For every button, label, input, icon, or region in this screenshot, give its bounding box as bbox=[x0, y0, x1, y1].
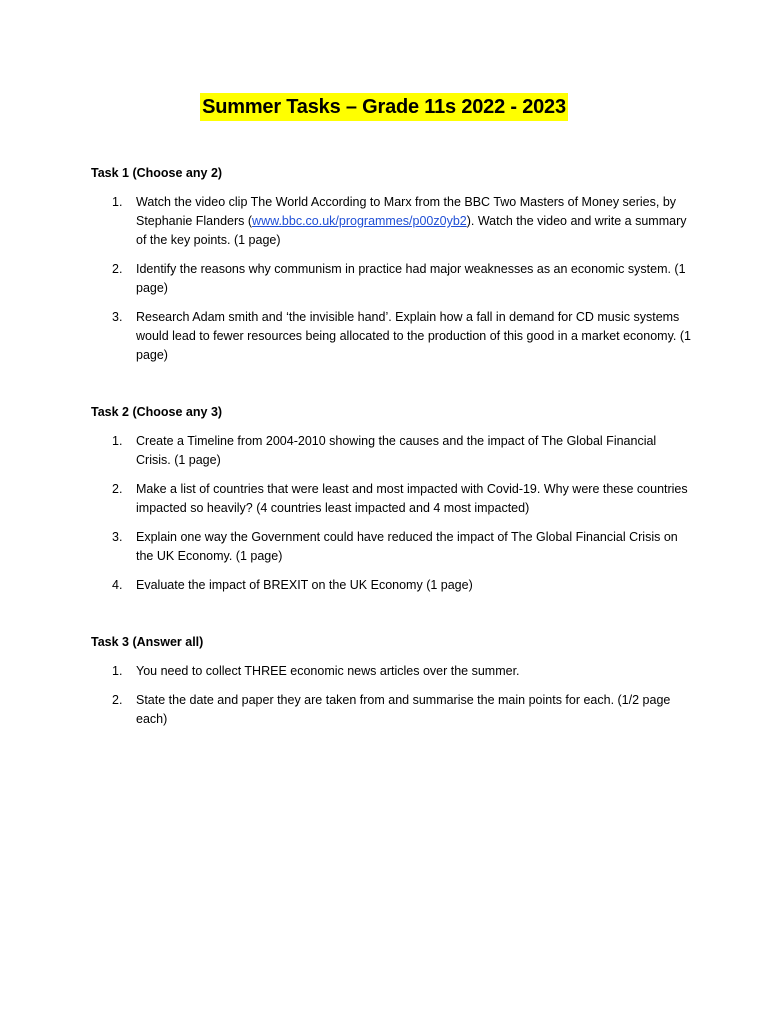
task2-item-4-text: Evaluate the impact of BREXIT on the UK Economy (1 page) bbox=[136, 578, 473, 592]
page-title: Summer Tasks – Grade 11s 2022 - 2023 bbox=[200, 93, 568, 121]
task1-item-2-number: 2. bbox=[112, 262, 123, 276]
bbc-programme-link[interactable]: www.bbc.co.uk/programmes/p00z0yb2 bbox=[252, 214, 467, 228]
task2-item-3 bbox=[91, 528, 691, 566]
task2-item-3-number: 3. bbox=[112, 530, 123, 544]
task3-list bbox=[91, 662, 691, 729]
task3-item-1-number: 1. bbox=[112, 664, 123, 678]
task2-item-2-number: 2. bbox=[112, 482, 123, 496]
task1-item-2 bbox=[91, 260, 691, 298]
task3-item-1-text: You need to collect THREE economic news articles over the summer. bbox=[136, 664, 520, 678]
task1-item-1-number: 1. bbox=[112, 195, 123, 209]
task1-heading: Task 1 (Choose any 2) bbox=[91, 166, 223, 180]
task1-item-3-number: 3. bbox=[112, 310, 123, 324]
task3-section bbox=[91, 634, 691, 739]
task3-item-1 bbox=[91, 662, 691, 681]
task2-item-1-number: 1. bbox=[112, 434, 123, 448]
task1-item-1-text-after: ). Watch the video and write a summary of the key points. (1 page) bbox=[136, 214, 687, 247]
task2-item-1 bbox=[91, 432, 691, 470]
task1-list bbox=[91, 193, 691, 365]
task2-heading: Task 2 (Choose any 3) bbox=[91, 405, 223, 419]
task2-item-3-text: Explain one way the Government could have reduced the impact of The Global Financial Crisis on the UK Economy. (1 page) bbox=[136, 530, 678, 563]
task2-item-2 bbox=[91, 480, 691, 518]
task1-section bbox=[91, 165, 691, 375]
title-wrap bbox=[0, 93, 768, 121]
task1-item-1 bbox=[91, 193, 691, 250]
task3-heading: Task 3 (Answer all) bbox=[91, 635, 204, 649]
task2-list bbox=[91, 432, 691, 595]
task1-item-3 bbox=[91, 308, 691, 365]
task3-item-2-text: State the date and paper they are taken from and summarise the main points for each. (1/2 page each) bbox=[136, 693, 671, 726]
task2-item-2-text: Make a list of countries that were least and most impacted with Covid-19. Why were these countries impacted so heavily? (4 countries least impacted and 4 most impacted) bbox=[136, 482, 688, 515]
task2-item-4 bbox=[91, 576, 691, 595]
task1-item-1-text-before: Watch the video clip The World According to Marx from the BBC Two Masters of Money series, by Stephanie Flanders ( bbox=[136, 195, 677, 228]
task1-item-2-text: Identify the reasons why communism in practice had major weaknesses as an economic system. (1 page) bbox=[136, 262, 686, 295]
task3-item-2-number: 2. bbox=[112, 693, 123, 707]
task3-item-2 bbox=[91, 691, 691, 729]
task2-item-1-text: Create a Timeline from 2004-2010 showing the causes and the impact of The Global Financial Crisis. (1 page) bbox=[136, 434, 657, 467]
task2-section bbox=[91, 404, 691, 605]
task2-item-4-number: 4. bbox=[112, 578, 123, 592]
task1-item-3-text: Research Adam smith and ‘the invisible hand’. Explain how a fall in demand for CD music systems would lead to fewer resources being allocated to the production of this good in a market economy. (1 page) bbox=[136, 310, 691, 362]
